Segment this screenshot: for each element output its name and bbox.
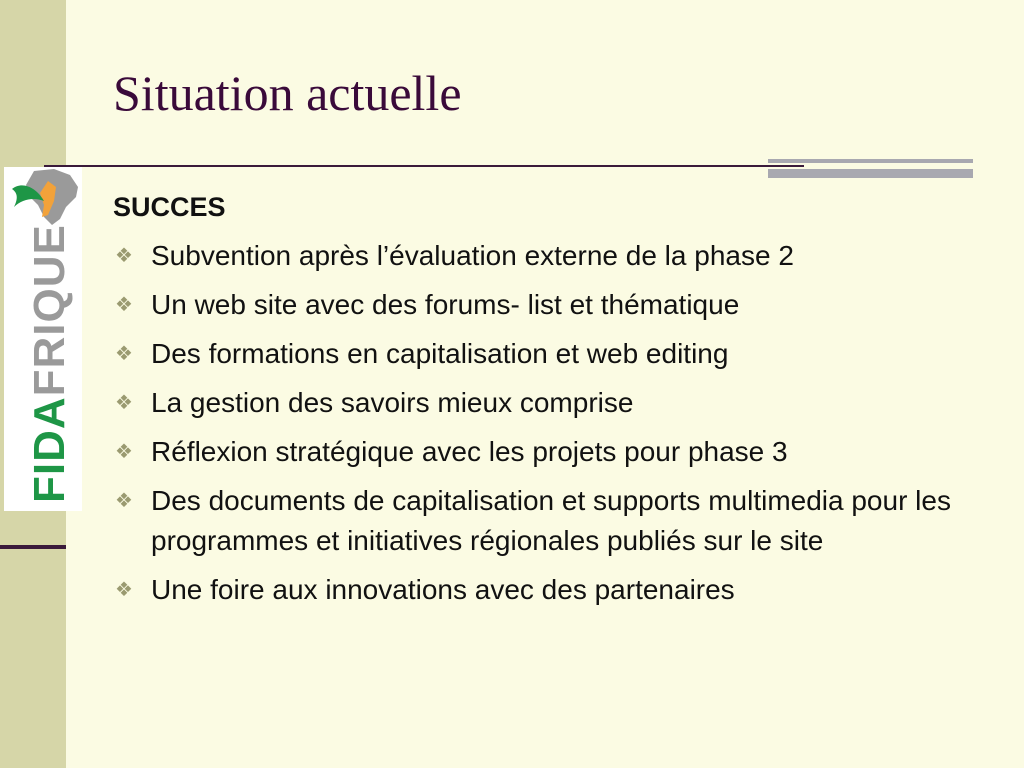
diamond-cross-bullet-icon: ❖ bbox=[115, 490, 133, 512]
fidafrique-logo bbox=[4, 167, 82, 511]
slide-title: Situation actuelle bbox=[113, 65, 462, 121]
bullet-text: La gestion des savoirs mieux comprise bbox=[151, 387, 634, 418]
diamond-cross-bullet-icon: ❖ bbox=[115, 579, 133, 601]
bullet-list bbox=[113, 236, 993, 610]
bullet-text: Des documents de capitalisation et supports multimedia pour les programmes et initiatives régionales publiés sur le site bbox=[151, 485, 951, 556]
bullet-item bbox=[113, 570, 981, 610]
title-underline bbox=[44, 165, 804, 167]
bullet-item bbox=[113, 334, 981, 374]
diamond-cross-bullet-icon: ❖ bbox=[115, 392, 133, 414]
section-heading: SUCCES bbox=[113, 192, 226, 222]
accent-bar-top bbox=[768, 159, 973, 163]
bullet-text: Une foire aux innovations avec des partenaires bbox=[151, 574, 735, 605]
bullet-item bbox=[113, 383, 981, 423]
svg-text:FIDAFRIQUE: FIDAFRIQUE bbox=[25, 224, 74, 503]
bullet-item bbox=[113, 285, 981, 325]
diamond-cross-bullet-icon: ❖ bbox=[115, 441, 133, 463]
left-band-rule bbox=[0, 545, 66, 549]
diamond-cross-bullet-icon: ❖ bbox=[115, 294, 133, 316]
fidafrique-logo-graphic bbox=[4, 167, 82, 511]
bullet-item bbox=[113, 236, 981, 276]
slide-content bbox=[113, 188, 993, 619]
bullet-text: Subvention après l’évaluation externe de la phase 2 bbox=[151, 240, 794, 271]
bullet-text: Des formations en capitalisation et web editing bbox=[151, 338, 729, 369]
bullet-item bbox=[113, 481, 981, 561]
bullet-item bbox=[113, 432, 981, 472]
bullet-text: Un web site avec des forums- list et thématique bbox=[151, 289, 740, 320]
diamond-cross-bullet-icon: ❖ bbox=[115, 245, 133, 267]
bullet-text: Réflexion stratégique avec les projets pour phase 3 bbox=[151, 436, 788, 467]
accent-bar-bottom bbox=[768, 169, 973, 178]
diamond-cross-bullet-icon: ❖ bbox=[115, 343, 133, 365]
